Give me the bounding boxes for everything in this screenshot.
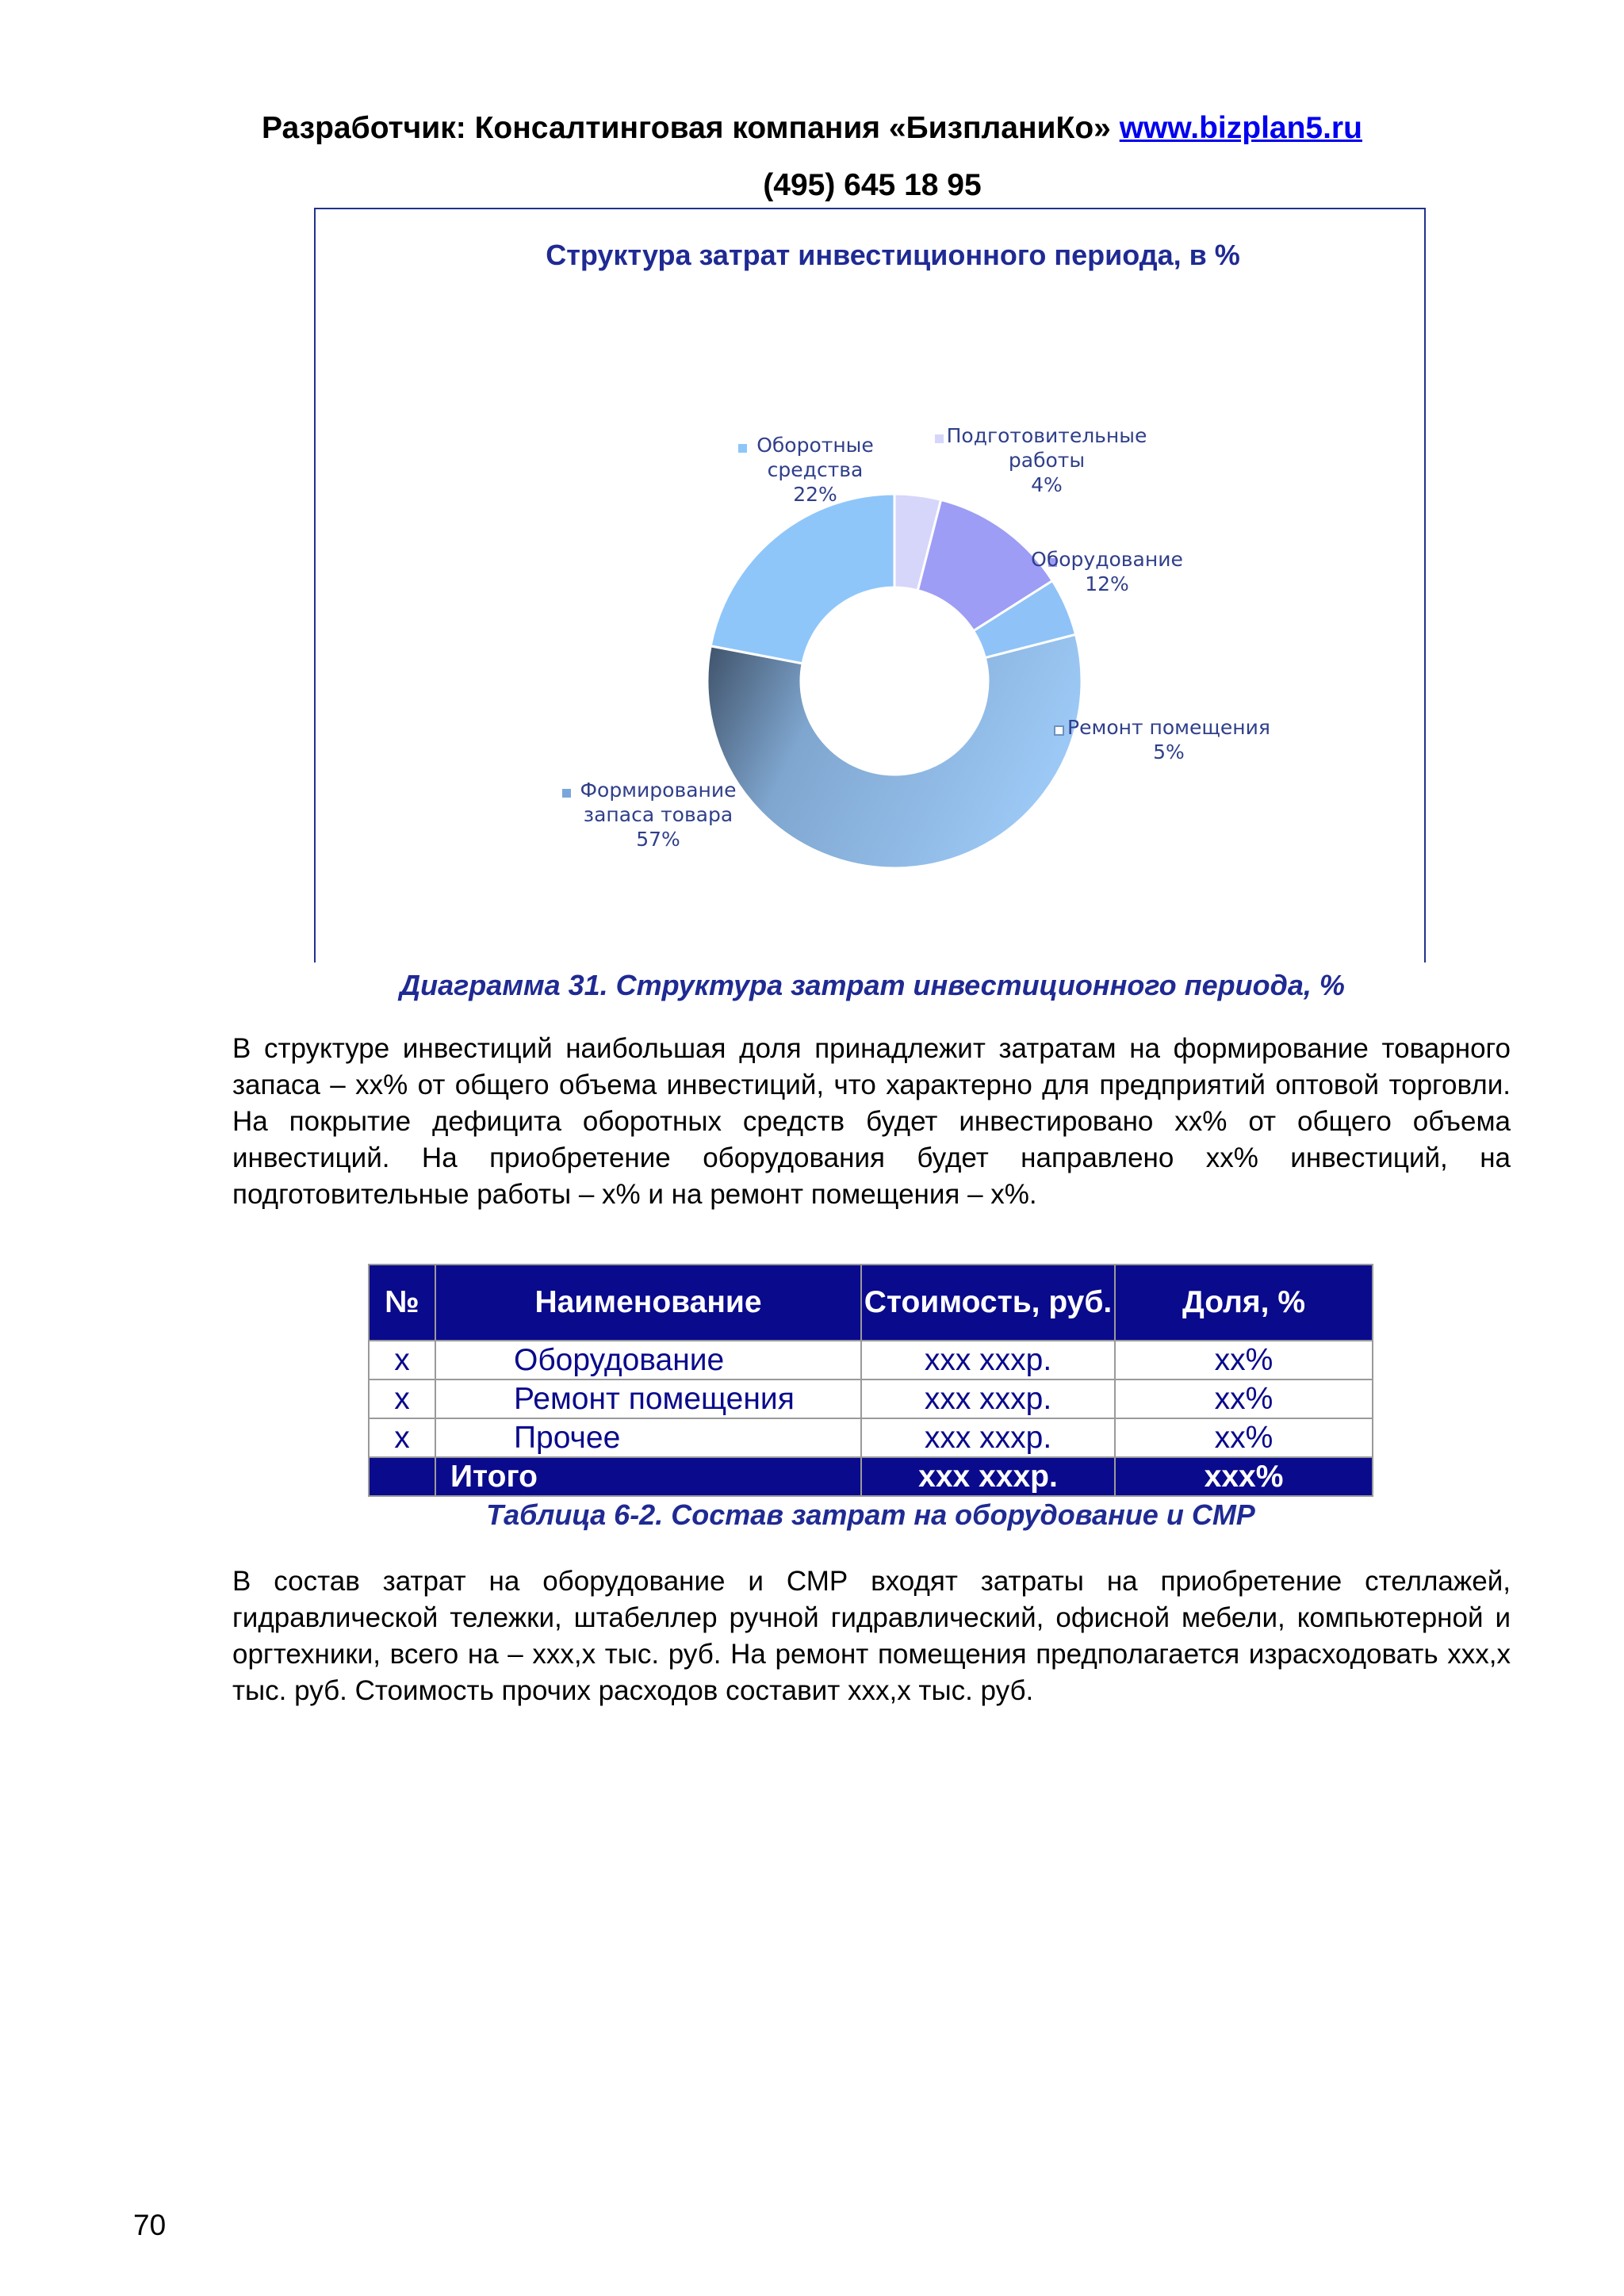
row-share: хх%	[1115, 1380, 1373, 1418]
row-name: Прочее	[435, 1418, 861, 1457]
legend-marker-icon	[1055, 726, 1063, 735]
row-share: хх%	[1115, 1418, 1373, 1457]
table-caption: Таблица 6-2. Состав затрат на оборудование и СМР	[486, 1498, 1255, 1531]
figure-caption: Диаграмма 31. Структура затрат инвестиционного периода, %	[400, 969, 1345, 1001]
slice-category-label: Формирование	[580, 779, 737, 802]
donut-chart	[314, 208, 1426, 962]
chart-title: Структура затрат инвестиционного периода, в %	[546, 239, 1240, 271]
page-header-phone: (495) 645 18 95	[763, 168, 982, 202]
website-link[interactable]: www.bizplan5.ru	[1119, 111, 1362, 145]
table-row	[369, 1418, 1373, 1457]
slice-category-label: Оборудование	[1031, 548, 1183, 571]
slice-category-label: Подготовительные	[946, 424, 1147, 447]
row-num: х	[369, 1380, 435, 1418]
table-total-row	[369, 1457, 1373, 1496]
slice-value-label: 5%	[1153, 740, 1185, 763]
row-share: хх%	[1115, 1341, 1373, 1380]
slice-value-label: 4%	[1031, 473, 1063, 496]
row-name: Ремонт помещения	[435, 1380, 861, 1418]
slice-category-label: средства	[767, 458, 864, 481]
total-cost: ххх хххр.	[861, 1457, 1115, 1496]
legend-marker-icon	[935, 434, 944, 443]
total-share: ххх%	[1115, 1457, 1373, 1496]
total-name: Итого	[435, 1457, 861, 1496]
page-number: 70	[133, 2209, 167, 2241]
row-name: Оборудование	[435, 1341, 861, 1380]
chart-slices	[707, 494, 1082, 868]
page-header-developer	[0, 111, 1624, 146]
legend-marker-icon	[738, 444, 747, 453]
legend-marker-icon	[562, 789, 571, 798]
slice-category-label: Оборотные	[756, 434, 874, 457]
developer-text: Разработчик: Консалтинговая компания «БизпланиКо»	[262, 111, 1111, 145]
row-cost: ххх хххр.	[861, 1341, 1115, 1380]
paragraph-investment-structure: В структуре инвестиций наибольшая доля принадлежит затратам на формирование товарного запаса – хх% от общего объема инвестиций, что характерно для предприятий оптовой торговли. На покрытие дефицита оборотных средств будет инвестировано хх% от общего объема инвестиций. На приобретение оборудования будет направлено хх% инвестиций, на подготовительные работы – х% и на ремонт помещения – х%.	[232, 1033, 1511, 1210]
slice-value-label: 22%	[793, 483, 837, 506]
cost-table	[368, 1264, 1373, 1497]
slice-category-label: работы	[1008, 449, 1086, 472]
paragraph-equipment-costs: В состав затрат на оборудование и СМР входят затраты на приобретение стеллажей, гидравлической тележки, штабеллер ручной гидравлический, офисной мебели, компьютерной и оргтехники, всего на – ххх,х тыс. руб. На ремонт помещения предполагается израсходовать ххх,х тыс. руб. Стоимость прочих расходов составит ххх,х тыс. руб.	[232, 1566, 1511, 1706]
slice-category-label: запаса товара	[583, 803, 733, 826]
header-share: Доля, %	[1115, 1265, 1373, 1341]
row-num: х	[369, 1341, 435, 1380]
header-num: №	[369, 1265, 435, 1341]
row-cost: ххх хххр.	[861, 1418, 1115, 1457]
header-name: Наименование	[435, 1265, 861, 1341]
table-header-row	[369, 1265, 1373, 1341]
table-row	[369, 1380, 1373, 1418]
slice-value-label: 12%	[1085, 572, 1129, 595]
donut-slice	[707, 634, 1082, 868]
slice-category-label: Ремонт помещения	[1067, 716, 1270, 739]
row-num: х	[369, 1418, 435, 1457]
total-num	[369, 1457, 435, 1496]
row-cost: ххх хххр.	[861, 1380, 1115, 1418]
slice-value-label: 57%	[636, 828, 680, 851]
header-cost: Стоимость, руб.	[861, 1265, 1115, 1341]
table-row	[369, 1341, 1373, 1380]
donut-slice	[710, 494, 894, 664]
